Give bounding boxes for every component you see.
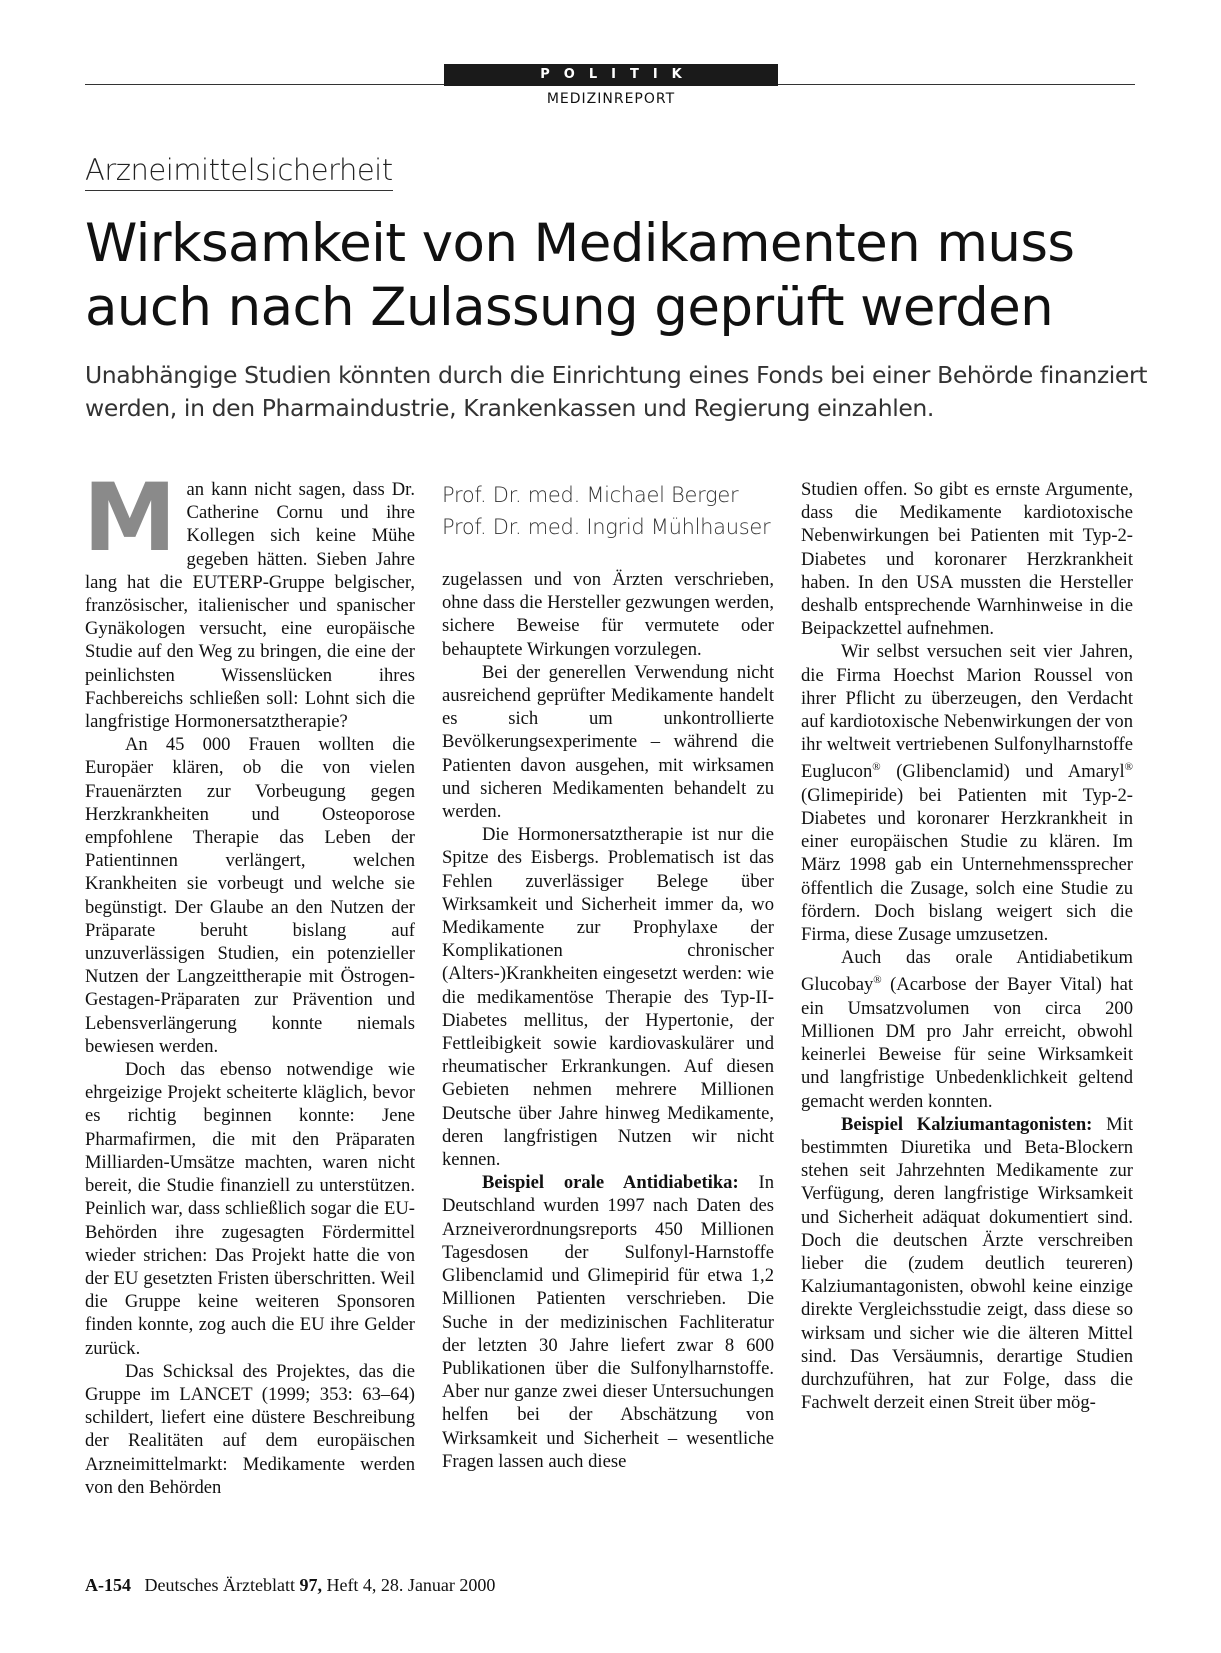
text-column-2 [442, 568, 774, 1473]
subsection-label: MEDIZINREPORT [546, 91, 676, 107]
article-subtitle: Unabhängige Studien könnten durch die Einrichtung eines Fonds bei einer Behörde finanziert werden, in den Pharmaindustrie, Krankenkassen und Regierung einzahlen. [85, 361, 1148, 422]
section-label: POLITIK [444, 64, 778, 86]
text-column-1 [83, 464, 415, 1499]
paragraph: Wir selbst versuchen seit vier Jahren, die Firma Hoechst Marion Roussel von ihrer Pflicht zu überzeugen, den Verdacht auf kardiotoxische Nebenwirkungen der von ihr weltweit vertriebenen Sulfonylharnstoffe Euglucon® (Glibenclamid) und Amaryl® (Glimepiride) bei Patienten mit Typ-2-Diabetes und koronarer Herzkrankheit in einer europäischen Studie zu klären. Im März 1998 gab ein Unternehmenssprecher öffentlich die Zusage, solch eine Studie zu fördern. Doch bislang weigert sich die Firma, diese Zusage umzusetzen. [801, 641, 1133, 946]
paragraph: Auch das orale Antidiabetikum Glucobay® (Acarbose der Bayer Vital) hat ein Umsatzvolumen von circa 200 Millionen DM pro Jahr erreicht, obwohl keinerlei Beweise für seine Wirksamkeit und langfristige Unbedenklichkeit geltend gemacht werden konnten. [801, 947, 1133, 1112]
drop-cap: M [83, 464, 177, 573]
registered-mark: ® [872, 761, 881, 774]
author-name: Prof. Dr. med. Ingrid Mühlhauser [442, 515, 771, 539]
paragraph: Das Schicksal des Projektes, das die Gruppe im LANCET (1999; 353: 63–64) schildert, liefert eine düstere Beschreibung der Realitäten auf dem europäischen Arzneimittelmarkt: Medikamente werden von den Behörden [85, 1360, 415, 1498]
paragraph: Die Hormonersatztherapie ist nur die Spitze des Eisbergs. Problematisch ist das Fehlen zuverlässiger Belege über Wirksamkeit und Sicherheit immer da, wo Medikamente zur Prophylaxe der Komplikationen chronischer (Alters-)Krankheiten eingesetzt werden: wie die medikamentöse Therapie des Typ-II-Diabetes mellitus, der Hypertonie, der Fettleibigkeit sowie kardiovaskulärer und rheumatischer Erkrankungen. Auf diesen Gebieten nehmen mehrere Millionen Deutsche über Jahre hinweg Medikamente, deren langfristigen Nutzen wir nicht kennen. [442, 824, 774, 1171]
paragraph: Beispiel orale Antidiabetika: In Deutschland wurden 1997 nach Daten des Arzneiverordnungsreports 450 Millionen Tagesdosen der Sulfonyl-Harnstoffe Glibenclamid und Glimepirid für etwa 1,2 Millionen Patienten verschrieben. Die Suche in der medizinischen Fachliteratur der letzten 30 Jahre liefert zwar 8 600 Publikationen über die Sulfonylharnstoffe. Aber nur ganze zwei dieser Untersuchungen helfen bei der Abschätzung von Wirksamkeit und Sicherheit – wesentliche Fragen lassen auch diese [442, 1172, 775, 1472]
section-lead: Beispiel orale Antidiabetika: [482, 1172, 739, 1194]
author-name: Prof. Dr. med. Michael Berger [442, 483, 739, 507]
page-number: A-154 [85, 1575, 131, 1595]
registered-mark: ® [873, 974, 882, 987]
journal-name: Deutsches Ärzteblatt [144, 1575, 295, 1595]
paragraph: An 45 000 Frauen wollten die Europäer klären, ob die von vielen Frauenärzten zur Vorbeugung gegen Herzkrankheiten und Osteoporose empfohlene Therapie das Leben der Patientinnen verlängert, welchen Krankheiten sie vorbeugt und welche sie begünstigt. Der Glaube an den Nutzen der Präparate beruht bislang auf unzuverlässigen Studien, ein potenzieller Nutzen der Langzeittherapie mit Östrogen-Gestagen-Präparaten zur Prävention und Lebensverlängerung konnte niemals bewiesen werden. [85, 734, 415, 1057]
section-lead: Beispiel Kalziumantagonisten: [841, 1113, 1093, 1135]
paragraph: zugelassen und von Ärzten verschrieben, ohne dass die Hersteller gezwungen werden, sichere Beweise für vermutete oder behauptete Wirkungen vorzulegen. [442, 569, 774, 660]
journal-issue: Heft 4, 28. Januar 2000 [326, 1575, 496, 1595]
author-list [442, 479, 782, 543]
text-column-3 [801, 478, 1133, 1415]
paragraph: Doch das ebenso notwendige wie ehrgeizige Projekt scheiterte kläglich, bevor es richtig beginnen konnte: Jene Pharmafirmen, die mit den Präparaten Milliarden-Umsätze machten, waren nicht bereit, die Studie finanziell zu unterstützen. Peinlich war, dass schließlich sogar die EU-Behörden ihre zugesagten Fördermittel wieder strichen: Das Projekt hatte die von der EU gesetzten Fristen überschritten. Weil die Gruppe keine weiteren Sponsoren finden konnte, zog auch die EU ihre Gelder zurück. [85, 1059, 415, 1359]
article-kicker: Arzneimittelsicherheit [85, 153, 393, 191]
paragraph: Bei der generellen Verwendung nicht ausreichend geprüfter Medikamente handelt es sich um unkontrollierte Bevölkerungsexperimente – während die Patienten davon ausgehen, mit wirksamen und sicheren Medikamenten behandelt zu werden. [442, 661, 774, 823]
journal-volume: 97, [299, 1575, 322, 1595]
article-title: Wirksamkeit von Medikamenten muss auch nach Zulassung geprüft werden [85, 213, 1075, 338]
paragraph: Studien offen. So gibt es ernste Argumente, dass die Medikamente kardiotoxische Nebenwirkungen bei Patienten mit Typ-2-Diabetes und koronarer Herzkrankheit haben. In den USA mussten die Hersteller deshalb entsprechende Warnhinweise in die Beipackzettel aufnehmen. [801, 479, 1133, 640]
page-footer [85, 1575, 495, 1596]
registered-mark: ® [1124, 761, 1133, 774]
paragraph: Beispiel Kalziumantagonisten: Mit bestimmten Diuretika und Beta-Blockern stehen seit Jahrzehnten Medikamente zur Verfügung, deren langfristige Wirksamkeit und Sicherheit adäquat dokumentiert sind. Doch die deutschen Ärzte verschreiben lieber die (zudem deutlich teureren) Kalziumantagonisten, obwohl keine einzige direkte Vergleichsstudie zeigt, dass diese so wirksam und sicher wie die älteren Mittel sind. Das Versäumnis, derartige Studien durchzuführen, hat zur Folge, dass die Fachwelt derzeit einen Streit über mög- [801, 1113, 1134, 1414]
paragraph: Man kann nicht sagen, dass Dr. Catherine Cornu und ihre Kollegen sich keine Mühe gegeben hätten. Sieben Jahre lang hat die EUTERP-Gruppe belgischer, französischer, italienischer und spanischer Gynäkologen versucht, eine europäische Studie auf den Weg zu bringen, die eine der peinlichsten Wissenslücken ihres Fachbereichs schließen soll: Lohnt sich die langfristige Hormonersatztherapie? [83, 464, 415, 733]
